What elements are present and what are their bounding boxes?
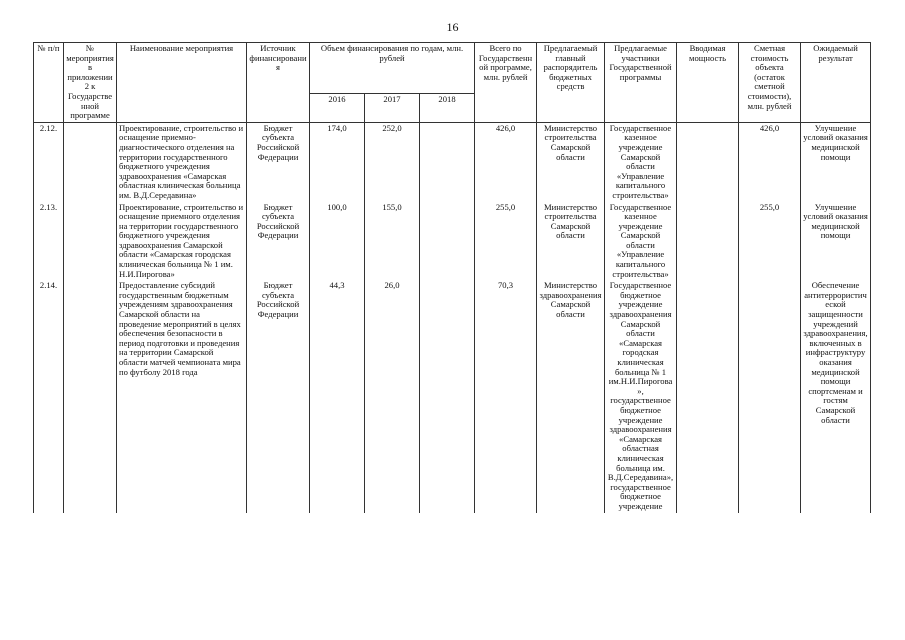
header-name: Наименование мероприятия: [117, 43, 247, 123]
cell-result: Улучшение условий оказания медицинской помощи: [801, 122, 871, 201]
cell-participants: Государственное казенное учреждение Самарской области «Управление капитального строительства»: [605, 122, 677, 201]
cell-2017: 155,0: [365, 202, 420, 281]
cell-cost: [739, 280, 801, 512]
header-year-2017: 2017: [365, 93, 420, 122]
cell-participants: Государственное бюджетное учреждение здравоохранения Самарской области «Самарская городская клиническая больница № 1 им.Н.И.Пирогова», государственное бюджетное учреждение здравоохранения «Самарская областная клиническая больница им. В.Д.Середавина», государственное бюджетное учреждение: [605, 280, 677, 512]
cell-capacity: [677, 280, 739, 512]
header-result: Ожидаемый результат: [801, 43, 871, 123]
header-source: Источник финансирования: [247, 43, 310, 123]
cell-2018: [420, 122, 475, 201]
cell-cost: 426,0: [739, 122, 801, 201]
cell-result: Улучшение условий оказания медицинской помощи: [801, 202, 871, 281]
cell-2017: 26,0: [365, 280, 420, 512]
cell-capacity: [677, 122, 739, 201]
program-activities-table: [33, 42, 871, 513]
cell-total: 70,3: [475, 280, 537, 512]
cell-manager: Министерство строительства Самарской области: [537, 122, 605, 201]
cell-2016: 44,3: [310, 280, 365, 512]
header-year-2016: 2016: [310, 93, 365, 122]
header-total: Всего по Государственной программе, млн. рублей: [475, 43, 537, 123]
cell-2017: 252,0: [365, 122, 420, 201]
header-manager: Предлагаемый главный распорядитель бюджетных средств: [537, 43, 605, 123]
cell-result: Обеспечение антитеррористической защищенности учреждений здравоохранения, включенных в инфраструктуру оказания медицинской помощи спортсменам и гостям Самарской области: [801, 280, 871, 512]
cell-source: Бюджет субъекта Российской Федерации: [247, 122, 310, 201]
header-participants: Предлагаемые участники Государственной программы: [605, 43, 677, 123]
cell-total: 426,0: [475, 122, 537, 201]
cell-name: Проектирование, строительство и оснащение приемного отделения на территории государственного бюджетного учреждения здравоохранения Самарской области «Самарская городская клиническая больница № 1 им. Н.И.Пирогова»: [117, 202, 247, 281]
cell-appendix-num: [64, 280, 117, 512]
cell-2018: [420, 202, 475, 281]
header-capacity: Вводимая мощность: [677, 43, 739, 123]
cell-cost: 255,0: [739, 202, 801, 281]
cell-source: Бюджет субъекта Российской Федерации: [247, 202, 310, 281]
header-cost: Сметная стоимость объекта (остаток сметной стоимости), млн. рублей: [739, 43, 801, 123]
cell-num: 2.13.: [34, 202, 64, 281]
cell-total: 255,0: [475, 202, 537, 281]
table-row: [34, 202, 871, 281]
header-appendix-num: № мероприятия в приложении 2 к Государственной программе: [64, 43, 117, 123]
cell-2018: [420, 280, 475, 512]
cell-num: 2.12.: [34, 122, 64, 201]
header-financing: Объем финансирования по годам, млн. рублей: [310, 43, 475, 94]
cell-capacity: [677, 202, 739, 281]
cell-source: Бюджет субъекта Российской Федерации: [247, 280, 310, 512]
cell-appendix-num: [64, 122, 117, 201]
cell-name: Предоставление субсидий государственным бюджетным учреждениям здравоохранения Самарской области на проведение мероприятий в целях обеспечения безопасности в период подготовки и проведения на территории Самарской области матчей чемпионата мира по футболу 2018 года: [117, 280, 247, 512]
cell-manager: Министерство строительства Самарской области: [537, 202, 605, 281]
cell-name: Проектирование, строительство и оснащение приемно-диагностического отделения на территории государственного бюджетного учреждения здравоохранения «Самарская областная клиническая больница им. В.Д.Середавина»: [117, 122, 247, 201]
header-num: № п/п: [34, 43, 64, 123]
cell-num: 2.14.: [34, 280, 64, 512]
table-row: [34, 280, 871, 512]
cell-2016: 100,0: [310, 202, 365, 281]
header-year-2018: 2018: [420, 93, 475, 122]
cell-2016: 174,0: [310, 122, 365, 201]
cell-appendix-num: [64, 202, 117, 281]
cell-manager: Министерство здравоохранения Самарской области: [537, 280, 605, 512]
table-row: [34, 122, 871, 201]
page-number: 16: [446, 20, 459, 34]
cell-participants: Государственное казенное учреждение Самарской области «Управление капитального строительства»: [605, 202, 677, 281]
